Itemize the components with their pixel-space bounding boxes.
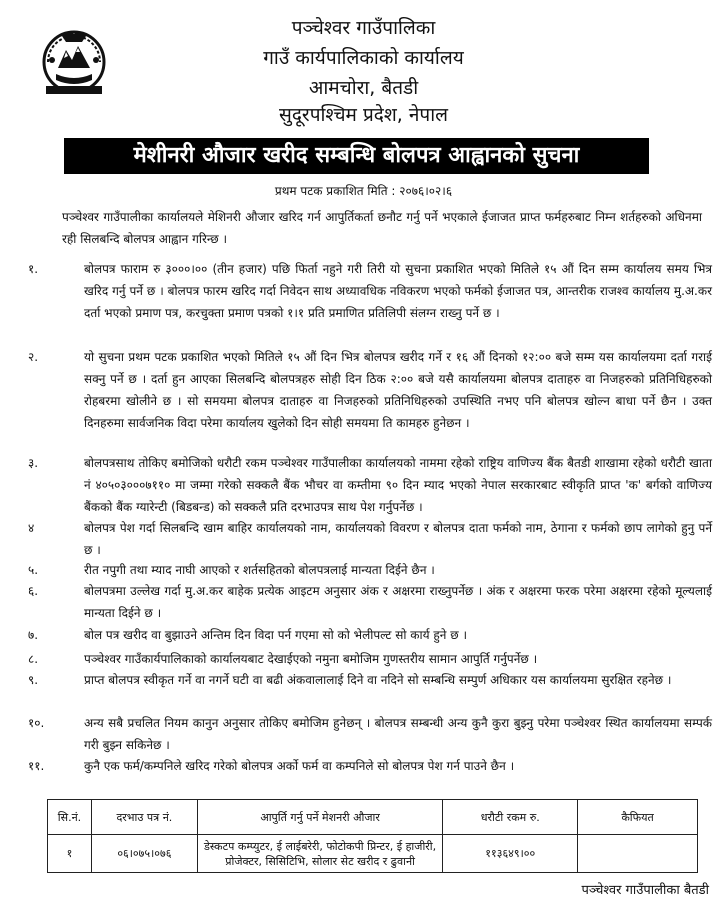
clause-number: १.: [28, 262, 39, 276]
notice-title: मेशीनरी औजार खरीद सम्बन्धि बोलपत्र आह्वानको सुचना: [64, 138, 649, 174]
clause-text: बोल पत्र खरीद वा बुझाउने अन्तिम दिन विदा पर्न गएमा सो को भेलीपल्ट सो कार्य हुने छ ।: [84, 628, 467, 642]
col-bid-no-header: दरभाउ पत्र नं.: [91, 800, 197, 835]
clause-number: ५.: [28, 563, 39, 577]
clause-number: ३.: [28, 456, 39, 470]
clause-text: यो सुचना प्रथम पटक प्रकाशित भएको मितिले १५ औं दिन भित्र बोलपत्र खरीद गर्ने र १६ औं दिनको १२:०० बजे सम्म यस कार्यालयमा दर्ता गराई सक्नु पर्ने छ । दर्ता हुन आएका सिलबन्दि बोलपत्रहरु सोही दिन ठिक २:०० बजे यसै कार्यालयमा बोलपत्र दाताहरु वा निजहरुको प्रतिनिधिहरुको रोहबरमा खोलीने छ । सो समयमा बोलपत्र दाताहरु वा निजहरुको प्रतिनिधिहरुको उपस्थिति नभए पनि बोलपत्र खोल्न बाधा पर्ने छैन । उक्त दिनहरुमा सार्वजनिक विदा परेमा कार्यालय खुलेको दिन सोही समयमा ति कामहरु हुनेछन ।: [84, 350, 712, 430]
publication-date: प्रथम पटक प्रकाशित मिति : २०७६।०२।६: [274, 184, 453, 198]
clause-number: ९.: [28, 673, 39, 687]
table-header-row: [48, 800, 698, 835]
clause-text: बोलपत्र फाराम रु ३०००।०० (तीन हजार) पछि फिर्ता नहुने गरी तिरी यो सुचना प्रकाशित भएको मितिले १५ औं दिन सम्म कार्यालय समय भित्र खरिद गर्नु पर्ने छ । बोलपत्र फारम खरिद गर्दा निवेदन साथ अध्यावधिक नविकरण भएको फर्मको ईजाजत पत्र, आन्तरीक राजश्व कार्यालय मु.अ.कर दर्ता भएको प्रमाण पत्र, करचुक्ता प्रमाण पत्रको १।१ प्रति प्रमाणित प्रतिलिपी संलग्न राख्नु पर्ने छ ।: [84, 262, 712, 320]
footer-signature: पञ्चेश्वर गाउँपालीका बैतडी: [581, 883, 709, 898]
office-name: गाउँ कार्यपालिकाको कार्यालय: [263, 47, 464, 69]
clause-text: रीत नपुगी तथा म्याद नाघी आएको र शर्तसहितको बोलपत्रलाई मान्यता दिईने छैन ।: [84, 563, 435, 577]
clause-number: ८.: [28, 652, 39, 666]
municipality-name: पञ्चेश्वर गाउँपालिका: [291, 17, 436, 39]
clause-text: बोलपत्रमा उल्लेख गर्दा मु.अ.कर बाहेक प्रत्येक आइटम अनुसार अंक र अक्षरमा राख्नुपर्नेछ । अंक र अक्षरमा फरक परेमा अक्षरमा रहेको मूल्यलाई मान्यता दिईने छ ।: [84, 584, 712, 620]
col-remarks-header: कैफियत: [578, 800, 698, 835]
cell-serial: १: [48, 835, 92, 873]
clause-text: अन्य सबै प्रचलित नियम कानुन अनुसार तोकिए बमोजिम हुनेछन् । बोलपत्र सम्बन्धी अन्य कुनै कुरा बुझ्नु परेमा पञ्चेश्वर स्थित कार्यालयमा सम्पर्क गरी बुझ्न सकिनेछ ।: [84, 716, 712, 752]
clause-text: बोलपत्र पेश गर्दा सिलबन्दि खाम बाहिर कार्यालयको नाम, कार्यालयको विवरण र बोलपत्र दाता फर्मको नाम, ठेगाना र फर्मको छाप लागेको हुनु पर्ने छ ।: [84, 521, 712, 557]
cell-deposit: ११३६४९।००: [443, 835, 578, 873]
col-deposit-header: धरौटी रकम रु.: [443, 800, 578, 835]
province-country: सुदूरपश्चिम प्रदेश, नेपाल: [279, 104, 448, 126]
clause-number: ७.: [28, 628, 39, 642]
bid-items-table: [47, 799, 698, 873]
clause-number: ११.: [28, 759, 45, 773]
clause-number: ६.: [28, 584, 39, 598]
col-serial-header: सि.नं.: [48, 800, 92, 835]
cell-bid-no: ०६।०७५।०७६: [91, 835, 197, 873]
clause-number: २.: [28, 350, 39, 364]
cell-remarks: [578, 835, 698, 873]
cell-items: डेस्कटप कम्प्युटर, ई लाईबरेरी, फोटोकपी प्रिन्टर, ई हाजीरी, प्रोजेक्टर, सिसिटिभि, सोलार सेट खरीद र ढुवानी: [197, 835, 443, 873]
clause-number: १०.: [28, 716, 45, 730]
col-items-header: आपुर्ति गर्नु पर्ने मेशनरी औजार: [197, 800, 443, 835]
clause-number: ४: [28, 521, 35, 535]
clause-text: प्राप्त बोलपत्र स्वीकृत गर्ने वा नगर्ने घटी वा बढी अंकवालालाई दिने वा नदिने सो सम्बन्धि सम्पुर्ण अधिकार यस कार्यालयमा सुरक्षित रहनेछ ।: [84, 673, 672, 687]
office-location: आमचोरा, बैतडी: [308, 77, 419, 99]
table-row: [48, 835, 698, 873]
intro-paragraph: पञ्चेश्वर गाउँपालीका कार्यालयले मेशिनरी औजार खरिद गर्न आपुर्तिकर्ता छनौट गर्नु पर्ने भएकाले ईजाजत प्राप्त फर्महरुबाट निम्न शर्तहरुको अधिनमा रही सिलबन्दि बोलपत्र आह्वान गरिन्छ ।: [62, 210, 702, 246]
clause-text: पञ्चेश्वर गाउँकार्यपालिकाको कार्यालयबाट देखाईएको नमुना बमोजिम गुणस्तरीय सामान आपुर्ति गर्नुपर्नेछ ।: [84, 652, 538, 666]
clause-text: बोलपत्रसाथ तोकिए बमोजिको धरौटी रकम पञ्चेश्वर गाउँपालीका कार्यालयको नाममा रहेको राष्ट्रिय वाणिज्य बैंक बैतडी शाखामा रहेको धरौटी खाता नं ४०५०३०००७११० मा जम्मा गरेको सक्कलै बैंक भौचर वा कम्तीमा ९० दिन म्याद भएको नेपाल सरकारबाट स्वीकृति प्राप्त 'क' बर्गको वाणिज्य बैंकको बैंक ग्यारेन्टी (बिडबन्ड) को सक्कलै प्रति दरभाउपत्र साथ पेश गर्नुपर्नेछ ।: [84, 456, 712, 514]
clause-text: कुनै एक फर्म/कम्पनिले खरिद गरेको बोलपत्र अर्को फर्म वा कम्पनिले सो बोलपत्र पेश गर्न पाउने छैन ।: [84, 759, 515, 773]
